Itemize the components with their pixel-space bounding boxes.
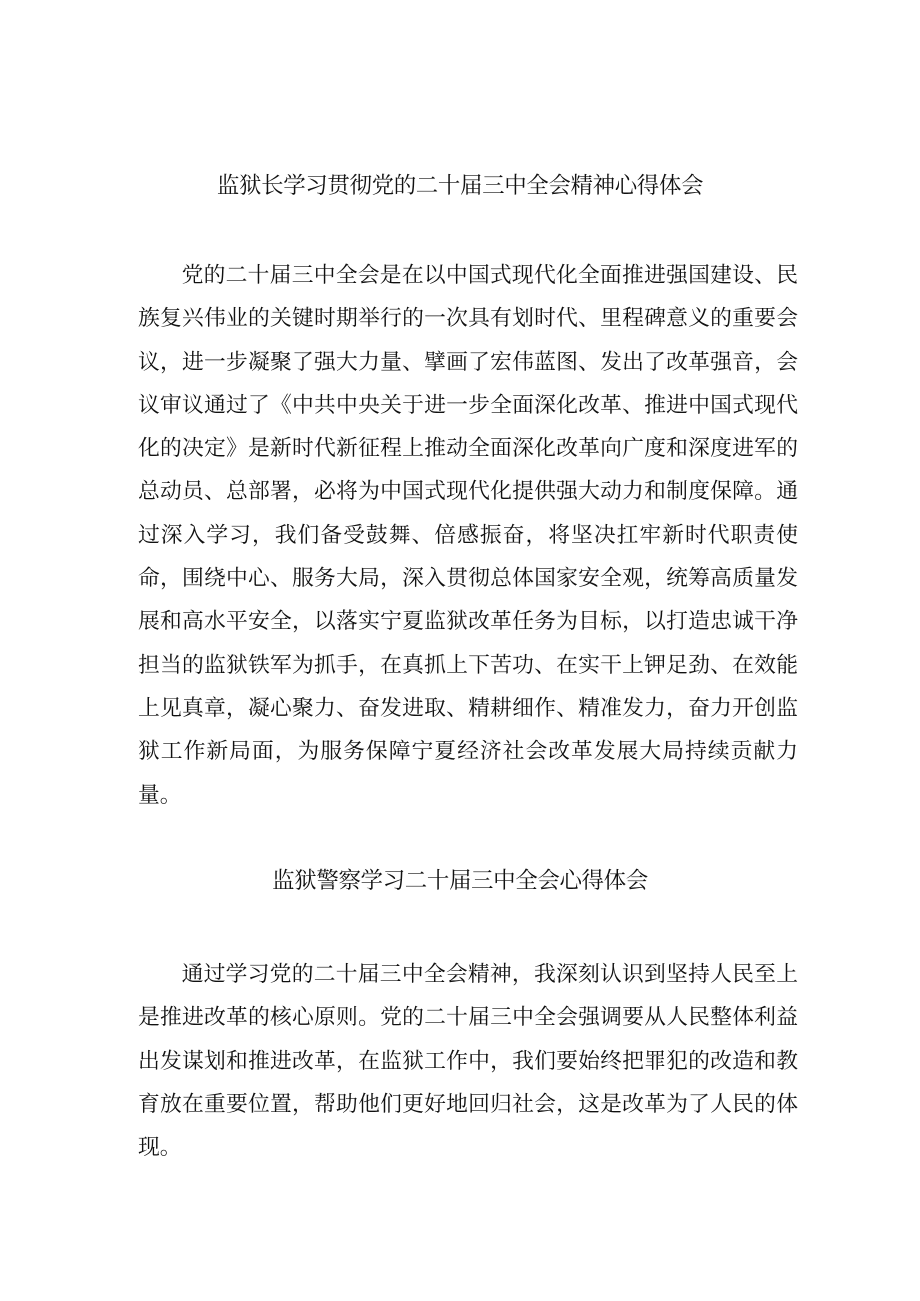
section-title-warden: 监狱长学习贯彻党的二十届三中全会精神心得体会 (216, 173, 704, 199)
section-title-police: 监狱警察学习二十届三中全会心得体会 (272, 868, 648, 894)
section-paragraph-warden: 党的二十届三中全会是在以中国式现代化全面推进强国建设、民族复兴伟业的关键时期举行的一次具有划时代、里程碑意义的重要会议，进一步凝聚了强大力量、擘画了宏伟蓝图、发出了改革强音，会议审议通过了《中共中央关于进一步全面深化改革、推进中国式现代化的决定》是新时代新征程上推动全面深化改革向广度和深度进军的总动员、总部署，必将为中国式现代化提供强大动力和制度保障。通过深入学习，我们备受鼓舞、倍感振奋，将坚决扛牢新时代职责使命，围绕中心、服务大局，深入贯彻总体国家安全观，统筹高质量发展和高水平安全，以落实宁夏监狱改革任务为目标，以打造忠诚干净担当的监狱铁军为抓手，在真抓上下苦功、在实干上钾足劲、在效能上见真章，凝心聚力、奋发进取、精耕细作、精准发力，奋力开创监狱工作新局面，为服务保障宁夏经济社会改革发展大局持续贡献力量。 (138, 263, 798, 808)
section-paragraph-police: 通过学习党的二十届三中全会精神，我深刻认识到坚持人民至上是推进改革的核心原则。党的二十届三中全会强调要从人民整体利益出发谋划和推进改革，在监狱工作中，我们要始终把罪犯的改造和教育放在重要位置，帮助他们更好地回归社会，这是改革为了人民的体现。 (138, 962, 798, 1161)
